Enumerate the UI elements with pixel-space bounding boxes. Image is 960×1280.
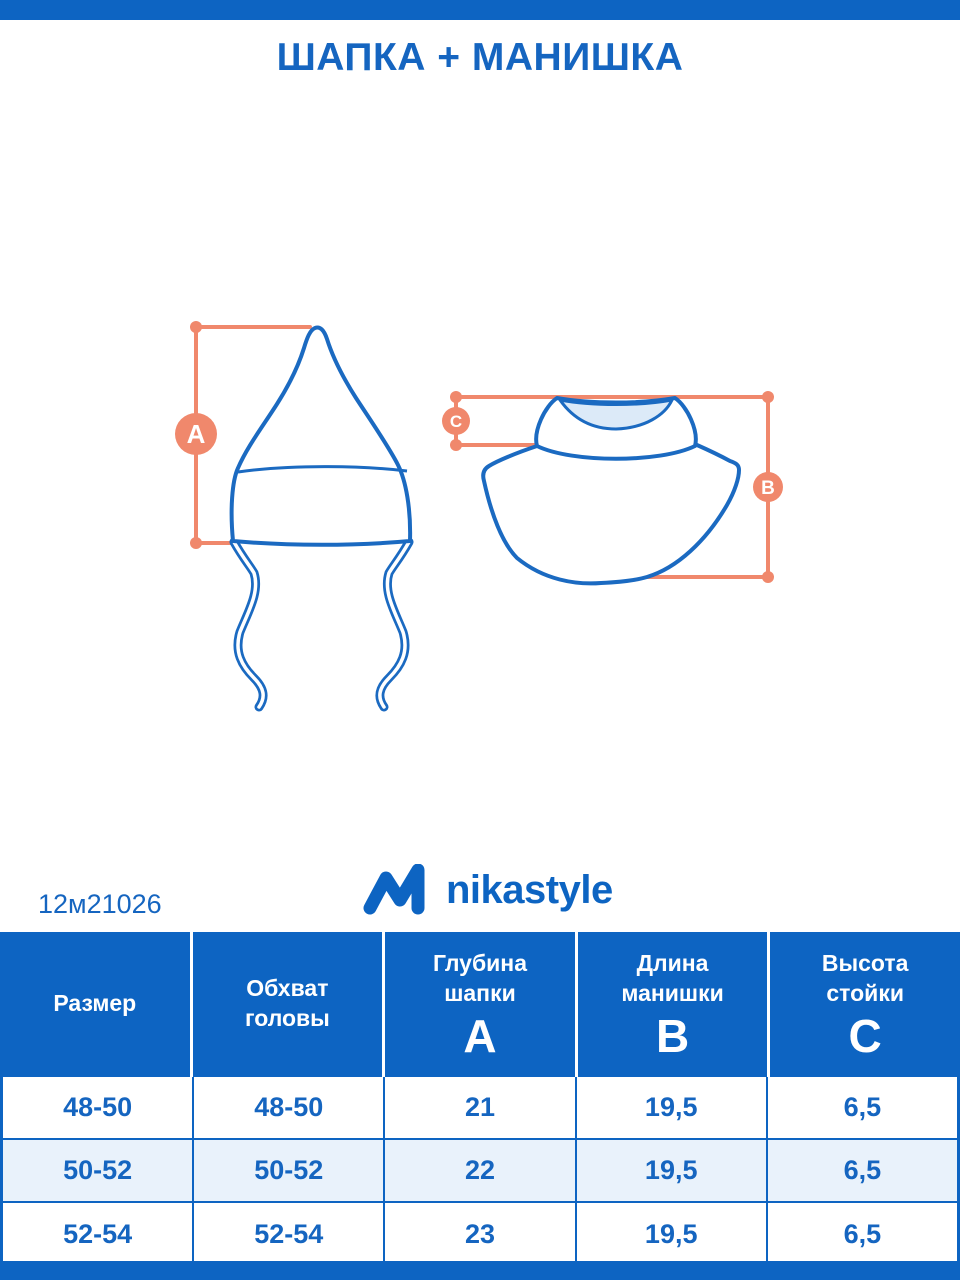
table-cell: 19,5 (577, 1203, 768, 1265)
table-cell: 6,5 (843, 1092, 882, 1122)
collar-height-marker (442, 407, 470, 435)
bib-drawing (483, 398, 739, 583)
hat-depth-marker (175, 413, 217, 455)
table-cell: 6,5 (843, 1218, 882, 1249)
product-code: 12м21026 (38, 889, 162, 919)
table-cell: 19,5 (577, 1140, 768, 1201)
table-cell: 6,5 (843, 1155, 882, 1185)
size-table (0, 932, 960, 1265)
header-cell-hat-depth (385, 932, 575, 1077)
hat-depth-marker-label: A (186, 419, 206, 449)
table-row (3, 1203, 957, 1265)
header-letter: C (848, 1010, 882, 1062)
header-cell-head-circumference (193, 932, 383, 1077)
header-letter: B (655, 1010, 690, 1062)
table-cell: 22 (385, 1140, 576, 1201)
table-cell: 21 (385, 1077, 576, 1138)
table-cell: 48-50 (194, 1077, 385, 1138)
header-cell-collar-height (770, 932, 960, 1077)
header-label: Длина (636, 950, 709, 976)
table-cell: 52-54 (194, 1203, 385, 1265)
table-cell: 19,5 (577, 1077, 768, 1138)
header-label: Глубина (432, 950, 527, 976)
page-title: ШАПКА + МАНИШКА (276, 36, 684, 79)
header-label: манишки (621, 980, 724, 1006)
header-cell-bib-length (578, 932, 768, 1077)
header-label: головы (244, 1005, 330, 1031)
table-cell: 52-54 (3, 1203, 194, 1265)
table-header (0, 932, 960, 1077)
table-cell: 50-52 (194, 1140, 385, 1201)
header-label: шапки (444, 980, 516, 1006)
header-label: Обхват (246, 975, 329, 1001)
bib-length-marker-label: B (761, 478, 775, 499)
bib-length-marker (753, 472, 783, 502)
collar-height-marker-label: C (449, 412, 463, 431)
brand-logo-text: nikastyle (446, 868, 613, 912)
header-letter: A (463, 1010, 497, 1062)
table-row (3, 1140, 957, 1203)
header-label: Размер (53, 990, 137, 1016)
header-label: Высота (821, 950, 909, 976)
header-cell-size (0, 932, 190, 1077)
table-cell: 50-52 (3, 1140, 194, 1201)
brand-logo-icon (358, 864, 434, 920)
hat-drawing (232, 327, 411, 707)
table-body (0, 1077, 960, 1265)
bottom-accent-bar (0, 1261, 960, 1280)
table-cell: 48-50 (3, 1077, 194, 1138)
header-label: стойки (826, 980, 904, 1006)
table-cell: 23 (385, 1203, 576, 1265)
table-row (3, 1077, 957, 1140)
